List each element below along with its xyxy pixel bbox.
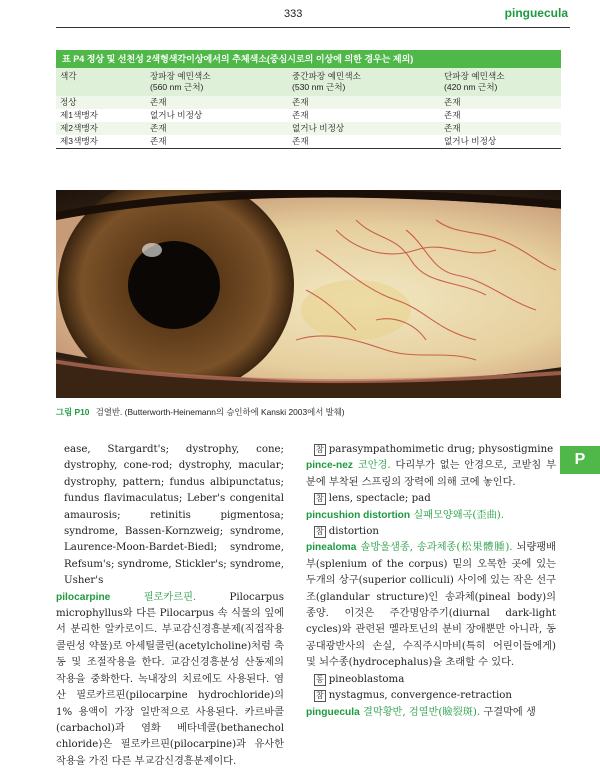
page-header (0, 0, 600, 30)
continuation-text: ease, Stargardt's; dystrophy, cone; dystrophy, cone-rod; dystrophy, macular; dystrophy, pattern; fundus albipunctatus; fundus flavimaculatus; Leber's congenital amaurosis; retinitis pigmentosa; syndrome, Bassen-Kornzweig; syndrome, Laurence-Moon-Bardet-Biedl; syndrome, Refsum's; syndrome, Stickler's; syndrome, Usher's (64, 444, 284, 587)
syn-mark: 동 (316, 674, 324, 684)
eye-illustration (56, 190, 561, 398)
ref-mark: 참 (316, 494, 324, 504)
table-cell: 없거나 비정상 (444, 136, 497, 146)
entry-pilocarpine (56, 590, 284, 770)
table-cell: 존재 (292, 136, 309, 146)
entry-head: pinealoma (306, 542, 357, 554)
entry-body: 뇌량팽배부(splenium of the corpus) 밑의 오목한 곳에 있는 두개의 상구(superior colliculi) 사이에 있는 작은 선구조(glandular structure)인 송과체(pineal body)의 종양. 이것은 주간명암주기(diurnal dark-light cycles)와 관련된 멜라토닌의 분비 장애뿐만 아니라, 동공대광반사의 손실, 수직주시마비(특히 어린이들에게) 및 뇌수종(hydrocephalus)을 초래할 수 있다. (306, 542, 556, 669)
entry-head: pinguecula (306, 706, 360, 718)
entry-body: 다리부가 없는 안경으로, 코받침 부분에 부착된 스프링의 장력에 의해 코에 놓인다. (306, 460, 556, 488)
reference-line: 참 nystagmus, convergence-retraction (316, 690, 512, 702)
synonym-line: 동 pineoblastoma (316, 673, 405, 685)
section-tab-p: P (560, 446, 600, 474)
entry-pinguecula (306, 705, 556, 721)
entry-pince-nez (306, 458, 556, 491)
ref-mark: 참 (316, 527, 324, 537)
entry-korean: 코안경. (357, 460, 391, 472)
table-row (56, 122, 561, 135)
entry-pinealoma (306, 540, 556, 671)
table-cell: 존재 (150, 97, 167, 107)
figure-caption (56, 406, 345, 418)
table-cell: 제1색맹자 (60, 110, 98, 120)
reference-line: 참 parasympathomimetic drug; physostigmine (316, 444, 554, 455)
column-header: 장파장 예민색소 (560 nm 근처) (150, 71, 211, 92)
ref-mark: 참 (316, 445, 324, 454)
entry-body: 구결막에 생 (480, 706, 536, 718)
column-header: 단파장 예민색소 (420 nm 근처) (444, 71, 505, 92)
eye-photograph (56, 190, 561, 398)
entry-head: pince-nez (306, 460, 353, 472)
running-head: pinguecula (504, 6, 568, 20)
table-title: 표 P4 정상 및 선천성 2색형색각이상에서의 추체색소(중심시로의 이상에 의한 경우는 제외) (56, 50, 561, 68)
entry-korean: 솔방울샘종, 송과체종(松果體腫). (360, 542, 513, 554)
left-column (56, 442, 284, 770)
table-row (56, 96, 561, 109)
table-p4 (56, 50, 561, 149)
reference-line: 참 lens, spectacle; pad (316, 493, 431, 505)
table-row (56, 109, 561, 122)
table-cell: 존재 (292, 110, 309, 120)
header-rule (56, 27, 570, 28)
table-cell: 제3색맹자 (60, 136, 98, 146)
table-cell: 없거나 비정상 (150, 110, 203, 120)
table-cell: 제2색맹자 (60, 123, 98, 133)
right-column (306, 442, 556, 721)
entry-head: pincushion distortion (306, 509, 411, 521)
ref-mark: 참 (316, 691, 324, 701)
entry-korean: 실패모양왜곡(歪曲). (413, 509, 504, 521)
table-cell: 없거나 비정상 (292, 123, 345, 133)
table-cell: 존재 (444, 123, 461, 133)
entry-head: pilocarpine (56, 591, 111, 603)
column-header: 중간파장 예민색소 (530 nm 근처) (292, 71, 361, 92)
cone-pigment-table (56, 68, 561, 149)
table-header-row (56, 68, 561, 96)
table-row (56, 135, 561, 149)
entry-pincushion-distortion (306, 508, 556, 524)
table-cell: 존재 (150, 136, 167, 146)
table-cell: 존재 (444, 97, 461, 107)
entry-korean: 결막황반, 검열반(瞼裂斑). (363, 706, 481, 718)
table-cell: 존재 (150, 123, 167, 133)
reference-line: 참 distortion (316, 526, 379, 538)
page-number: 333 (284, 8, 303, 20)
entry-korean: 필로카르핀. (143, 591, 197, 603)
column-header: 색각 (60, 71, 77, 81)
caption-text: 검열반. (Butterworth-Heinemann의 승인하에 Kanski 2003에서 발췌) (95, 407, 345, 417)
table-cell: 정상 (60, 97, 77, 107)
table-cell: 존재 (292, 97, 309, 107)
table-cell: 존재 (444, 110, 461, 120)
entry-body: Pilocarpus microphyllus와 다른 Pilocarpus 속 식물의 잎에서 분리한 알카로이드. 부교감신경흥분제(직접작용 콜린성 약물)로 아세틸콜린(acetylcholine)처럼 축동 및 조절작용을 한다. 교감신경흥분성 산동제의 작용을 중화한다. 녹내장의 치료에도 사용된다. 염산 필로카르핀(pilocarpine hydrochloride)의 1% 용액이 가장 일반적으로 사용된다. 카르바콜(carbachol)과 염화 베타네콜(bethanechol chloride)은 필로카르핀(pilocarpine)과 유사한 작용을 가진 다른 부교감신경흥분제이다. (56, 591, 284, 767)
caption-label: 그림 P10 (56, 407, 90, 417)
